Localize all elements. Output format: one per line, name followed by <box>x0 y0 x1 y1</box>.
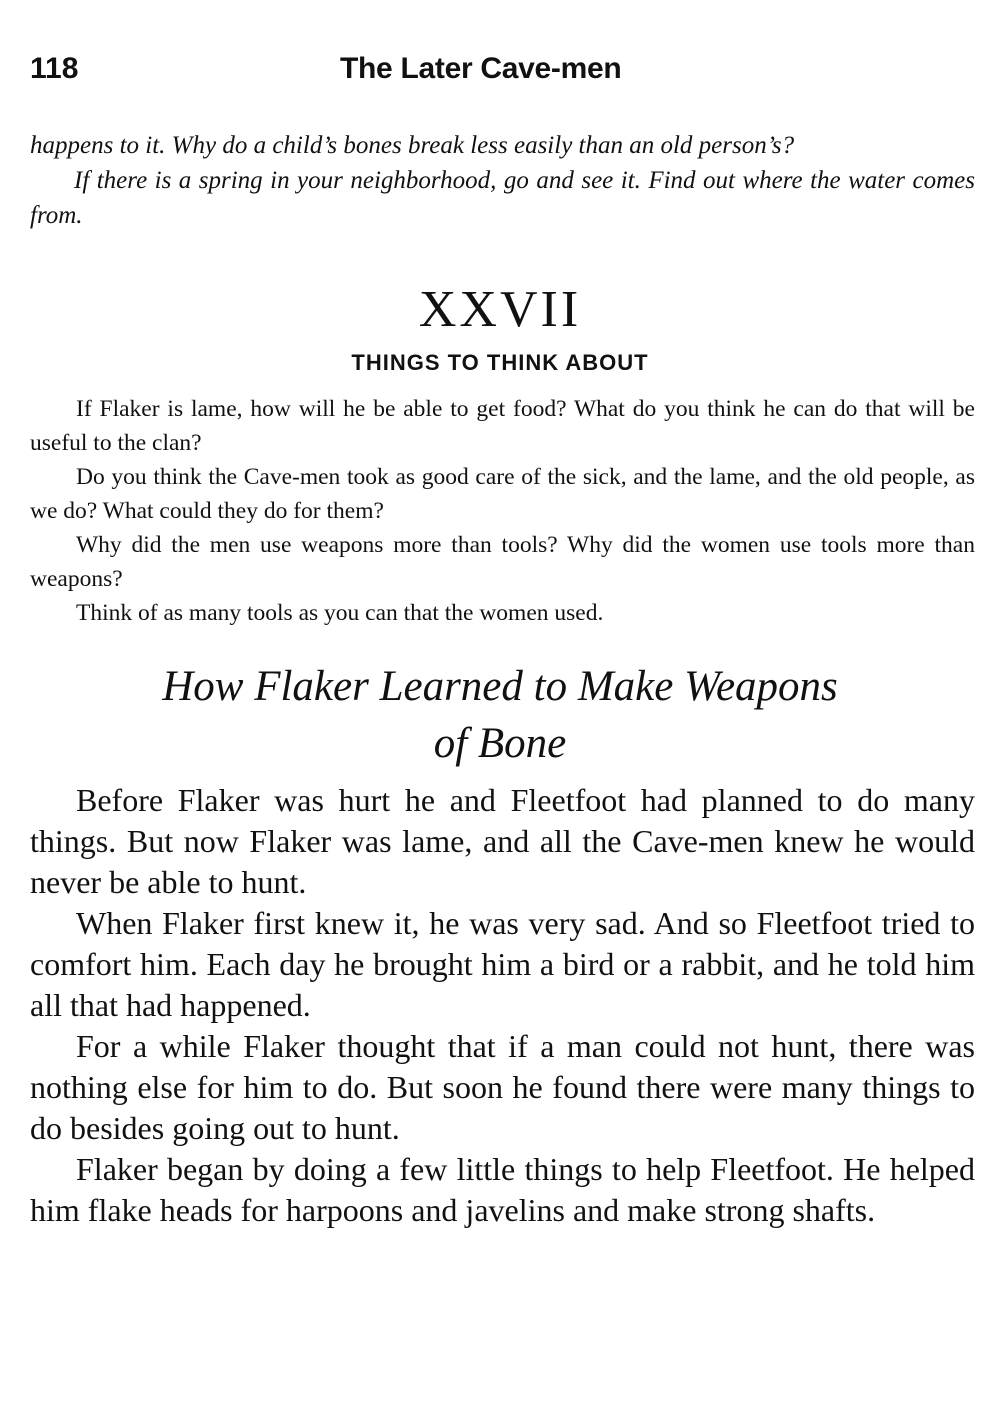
running-title: The Later Cave-men <box>340 52 622 85</box>
question-paragraph: Why did the men use weapons more than tools? Why did the women use tools more than weapons? <box>30 532 975 592</box>
question-paragraph: Do you think the Cave-men took as good care of the sick, and the lame, and the old people, as we do? What could they do for them? <box>30 464 975 524</box>
page-header <box>30 52 975 96</box>
story-paragraph: Before Flaker was hurt he and Fleetfoot had planned to do many things. But now Flaker was lame, and all the Cave-men knew he would never be able to hunt. <box>30 782 975 900</box>
page-number: 118 <box>30 52 79 85</box>
question-paragraph: Think of as many tools as you can that the women used. <box>76 600 604 626</box>
questions-list <box>30 392 975 630</box>
section-heading: THINGS TO THINK ABOUT <box>351 350 649 375</box>
question-paragraph: If Flaker is lame, how will he be able to get food? What do you think he can do that will be useful to the clan? <box>30 396 975 456</box>
story-body <box>30 780 975 1231</box>
story-paragraph: Flaker began by doing a few little things to help Fleetfoot. He helped him flake heads for harpoons and javelins and make strong shafts. <box>30 1151 975 1228</box>
exercise-paragraph: If there is a spring in your neighborhood, go and see it. Find out where the water comes from. <box>30 167 975 229</box>
story-title-line: How Flaker Learned to Make Weapons <box>162 663 838 710</box>
story-title <box>0 658 1000 772</box>
story-title-line: of Bone <box>433 720 567 767</box>
exercise-paragraph: happens to it. Why do a child’s bones break less easily than an old person’s? <box>30 132 795 159</box>
story-paragraph: For a while Flaker thought that if a man could not hunt, there was nothing else for him to do. But soon he found there were many things to do besides going out to hunt. <box>30 1028 975 1146</box>
story-paragraph: When Flaker first knew it, he was very sad. And so Fleetfoot tried to comfort him. Each day he brought him a bird or a rabbit, and he told him all that had happened. <box>30 905 975 1023</box>
previous-chapter-exercises <box>30 128 975 233</box>
chapter-number: XXVII <box>418 281 582 338</box>
